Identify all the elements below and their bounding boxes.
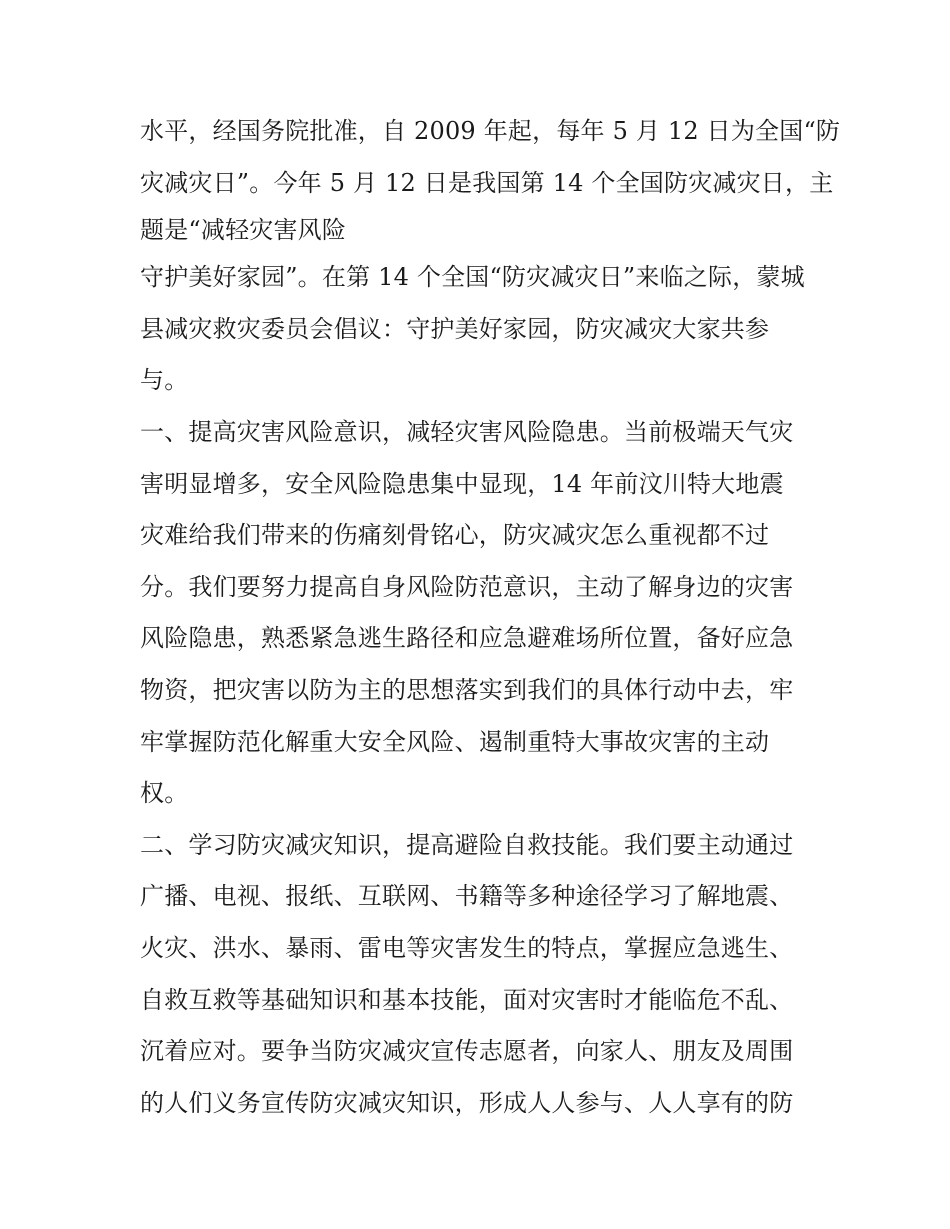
- text-line: 与。: [140, 366, 189, 395]
- text-line: 沉着应对。要争当防灾减灾宣传志愿者，向家人、朋友及周围: [140, 1037, 794, 1066]
- text-line: 二、学习防灾减灾知识，提高避险自救技能。我们要主动通过: [140, 830, 794, 859]
- text-line: 守护美好家园”。在第 14 个全国“防灾减灾日”来临之际，蒙城: [140, 263, 805, 292]
- text-line: 权。: [140, 779, 189, 808]
- text-line: 水平，经国务院批准，自 2009 年起，每年 5 月 12 日为全国“防: [140, 117, 841, 145]
- text-line: 题是“减轻灾害风险: [140, 216, 347, 245]
- text-line: 县减灾救灾委员会倡议：守护美好家园，防灾减灾大家共参: [140, 314, 770, 343]
- text-line: 害明显增多，安全风险隐患集中显现，14 年前汶川特大地震: [140, 469, 784, 498]
- text-line: 火灾、洪水、暴雨、雷电等灾害发生的特点，掌握应急逃生、: [140, 933, 794, 962]
- text-line: 广播、电视、报纸、互联网、书籍等多种途径学习了解地震、: [140, 882, 794, 911]
- text-line: 灾减灾日”。今年 5 月 12 日是我国第 14 个全国防灾减灾日，主: [140, 168, 834, 197]
- text-line: 的人们义务宣传防灾减灾知识，形成人人参与、人人享有的防: [140, 1088, 794, 1117]
- text-line: 自救互救等基础知识和基本技能，面对灾害时才能临危不乱、: [140, 985, 794, 1014]
- text-line: 分。我们要努力提高自身风险防范意识，主动了解身边的灾害: [140, 572, 794, 601]
- text-line: 物资，把灾害以防为主的思想落实到我们的具体行动中去，牢: [140, 675, 794, 704]
- text-line: 灾难给我们带来的伤痛刻骨铭心，防灾减灾怎么重视都不过: [140, 521, 770, 550]
- text-line: 一、提高灾害风险意识，减轻灾害风险隐患。当前极端天气灾: [140, 417, 794, 446]
- text-line: 风险隐患，熟悉紧急逃生路径和应急避难场所位置，备好应急: [140, 624, 794, 653]
- body-text: [140, 106, 841, 1129]
- text-line: 牢掌握防范化解重大安全风险、遏制重特大事故灾害的主动: [140, 727, 770, 756]
